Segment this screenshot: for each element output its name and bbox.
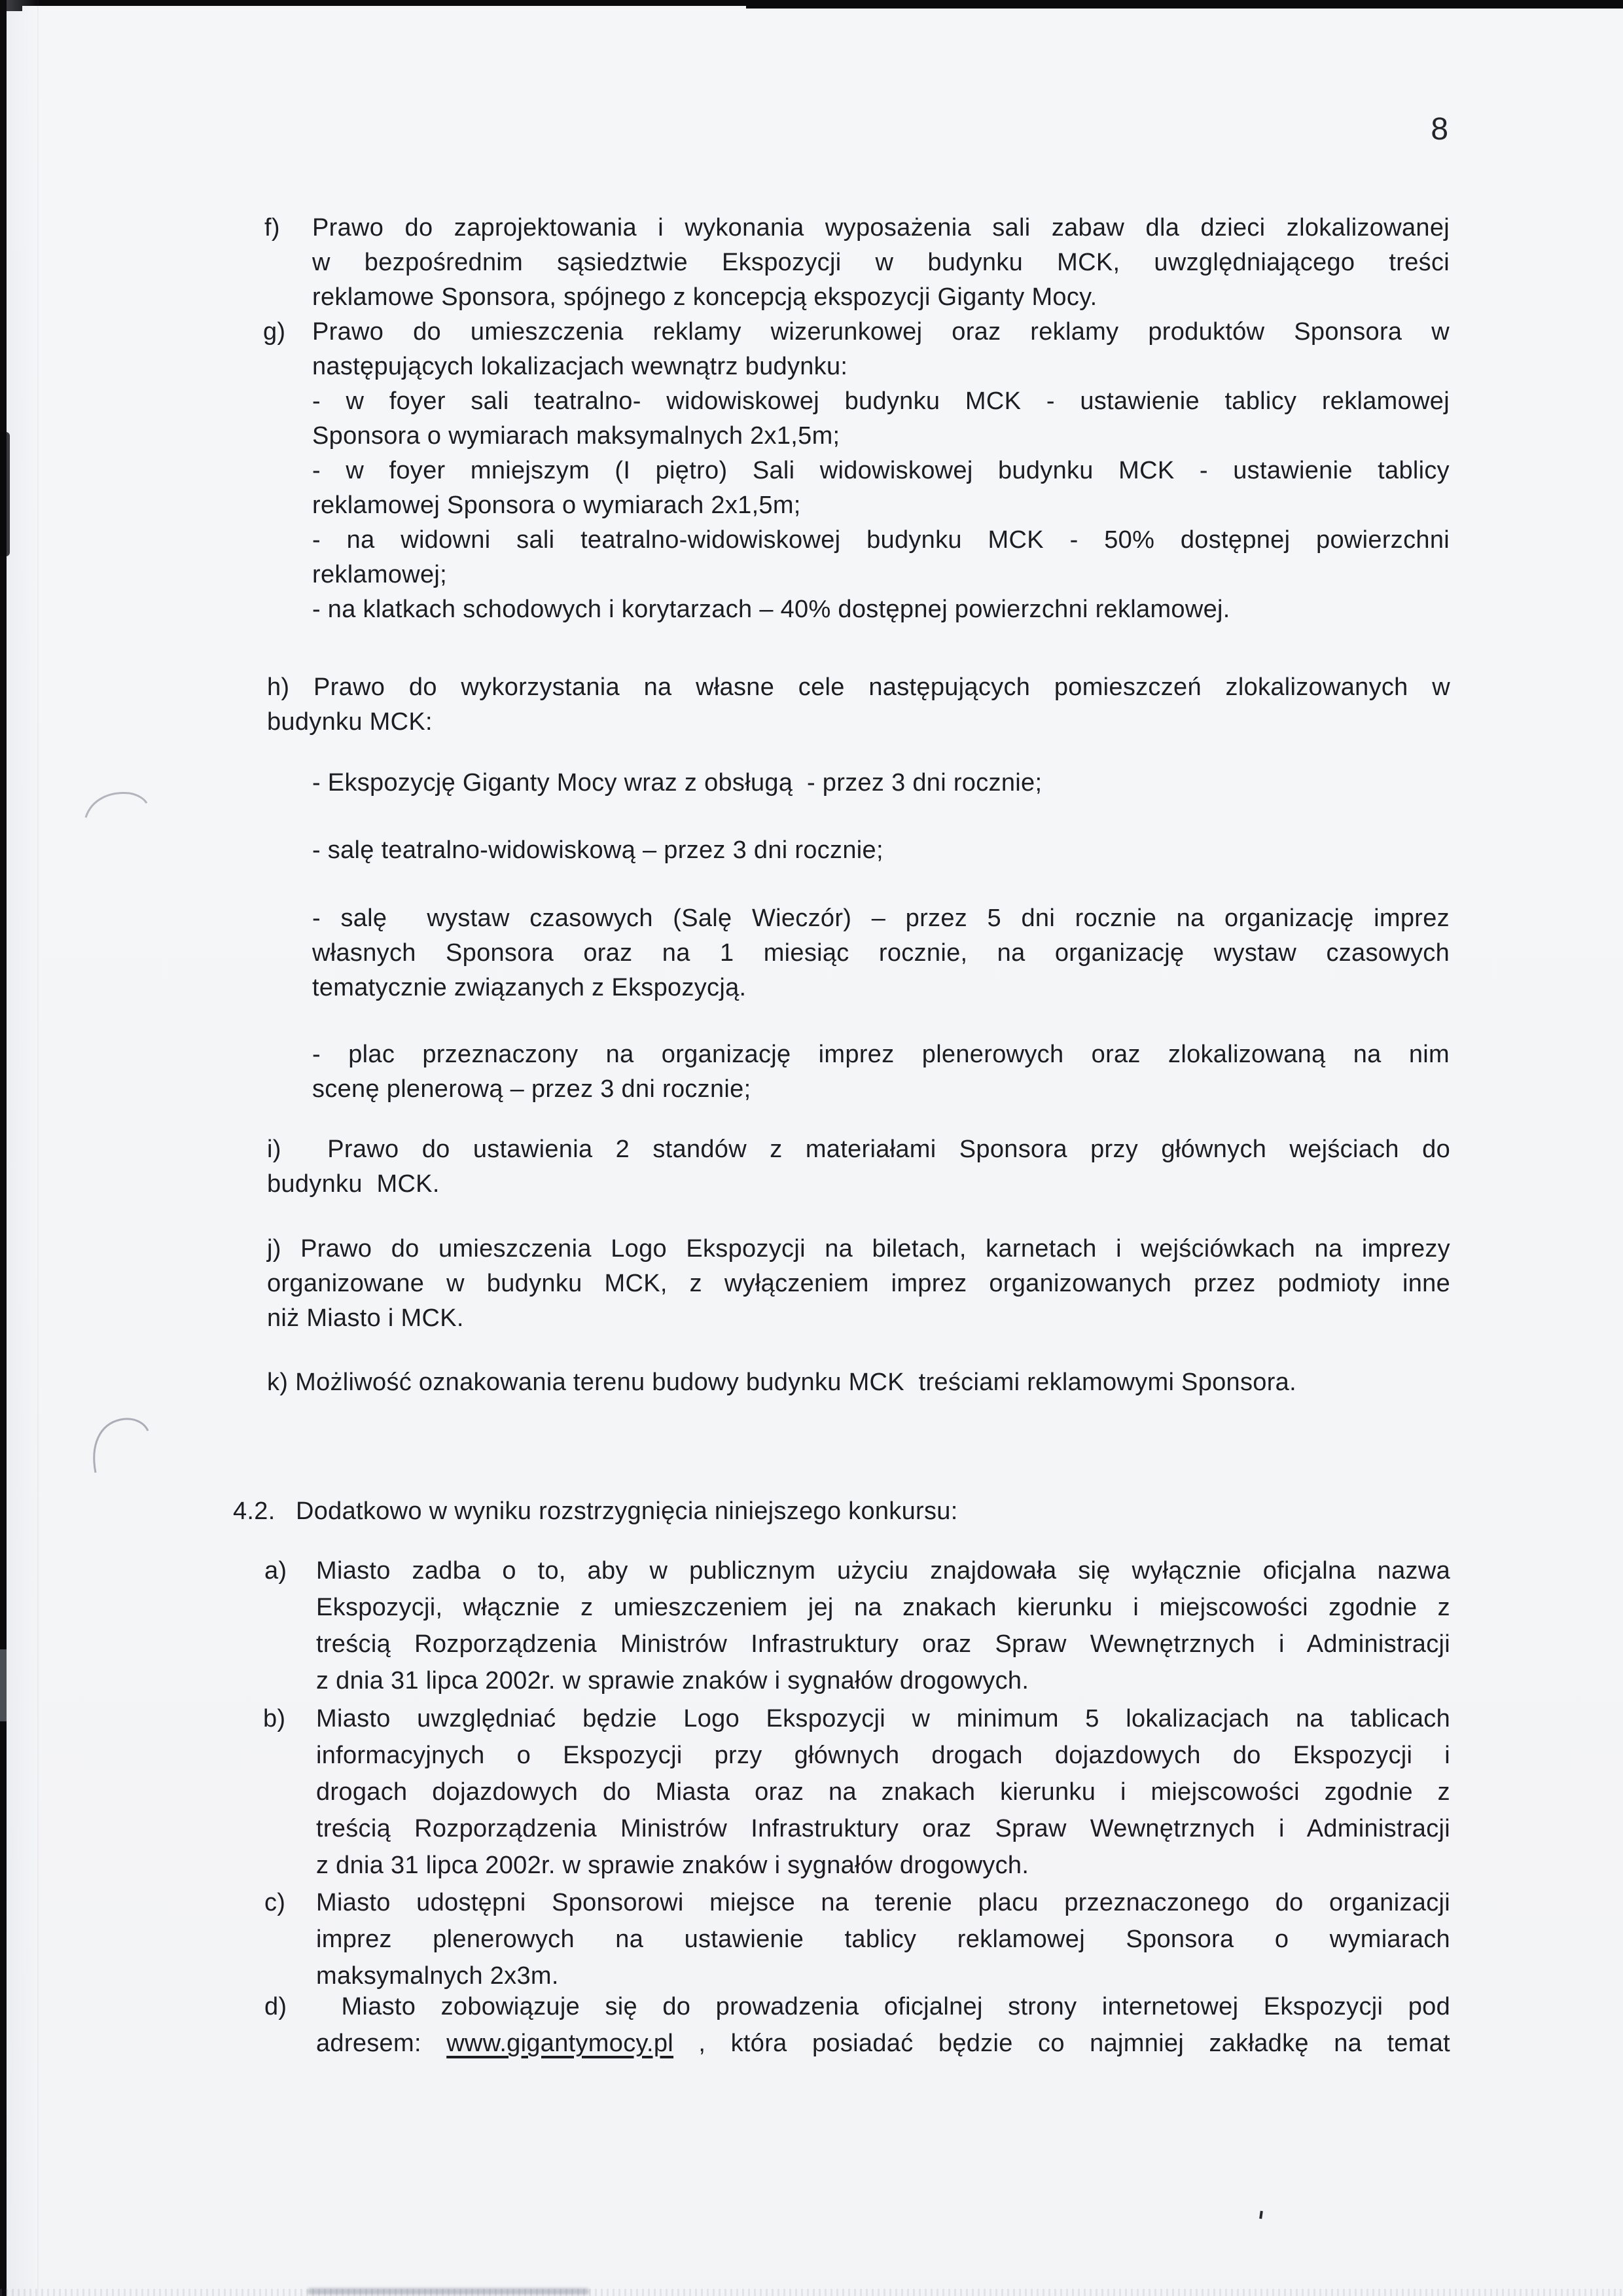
paragraph-item-c bbox=[316, 1884, 1450, 1994]
paragraph-item-f bbox=[312, 211, 1450, 315]
paragraph-item-k bbox=[267, 1365, 1450, 1400]
text-line: Prawo do umieszczenia reklamy wizerunkowej oraz reklamy produktów Sponsora w bbox=[312, 318, 1450, 346]
text-line: - w foyer sali teatralno- widowiskowej budynku MCK - ustawienie tablicy reklamowej bbox=[312, 387, 1450, 415]
scan-edge-left bbox=[0, 0, 7, 2296]
text-line: z dnia 31 lipca 2002r. w sprawie znaków i sygnałów drogowych. bbox=[316, 1667, 1029, 1695]
text-line: - salę wystaw czasowych (Salę Wieczór) – przez 5 dni rocznie na organizację imprez bbox=[312, 905, 1450, 932]
text-line: Miasto zobowiązuje się do prowadzenia oficjalnej strony internetowej Ekspozycji pod bbox=[316, 1993, 1450, 2020]
text-line: budynku MCK: bbox=[267, 708, 433, 736]
text-line: Sponsora o wymiarach maksymalnych 2x1,5m; bbox=[312, 422, 840, 450]
paragraph-h-sub3 bbox=[312, 901, 1450, 1005]
item-label-b: b) bbox=[263, 1705, 286, 1732]
text-line: - na klatkach schodowych i korytarzach – 40% dostępnej powierzchni reklamowej. bbox=[312, 596, 1230, 623]
paragraph-item-d bbox=[316, 1988, 1450, 2062]
website-link[interactable]: www.gigantymocy.pl bbox=[446, 2030, 674, 2057]
text-line: - na widowni sali teatralno-widowiskowej budynku MCK - 50% dostępnej powierzchni bbox=[312, 526, 1450, 554]
text-line: k) Możliwość oznakowania terenu budowy budynku MCK treściami reklamowymi Sponsora. bbox=[267, 1369, 1296, 1396]
text-line: maksymalnych 2x3m. bbox=[316, 1962, 559, 1990]
item-label-d: d) bbox=[264, 1993, 287, 2020]
text-line: następujących lokalizacjach wewnątrz budynku: bbox=[312, 353, 848, 380]
text-line: niż Miasto i MCK. bbox=[267, 1304, 464, 1332]
scan-pencil-arc-1 bbox=[82, 789, 151, 821]
text-line: Miasto uwzględniać będzie Logo Ekspozycji w minimum 5 lokalizacjach na tablicach bbox=[316, 1705, 1450, 1732]
scan-bottom-noise bbox=[0, 2289, 1623, 2296]
text-line: treścią Rozporządzenia Ministrów Infrastruktury oraz Spraw Wewnętrznych i Administracji bbox=[316, 1630, 1450, 1658]
scan-edge-left-light bbox=[0, 1649, 7, 1721]
text-line: - w foyer mniejszym (I piętro) Sali widowiskowej budynku MCK - ustawienie tablicy bbox=[312, 457, 1450, 484]
text-line: - salę teatralno-widowiskową – przez 3 dni rocznie; bbox=[312, 836, 883, 864]
text-line: reklamowej Sponsora o wymiarach 2x1,5m; bbox=[312, 492, 801, 519]
scan-bottom-smudge bbox=[308, 2288, 589, 2295]
text-line: i) Prawo do ustawienia 2 standów z materiałami Sponsora przy głównych wejściach do bbox=[267, 1136, 1450, 1163]
paragraph-item-j bbox=[267, 1232, 1450, 1336]
text-line: Prawo do zaprojektowania i wykonania wyposażenia sali zabaw dla dzieci zlokalizowanej bbox=[312, 214, 1450, 242]
paragraph-item-b bbox=[316, 1700, 1450, 1884]
paragraph-h-sub1 bbox=[312, 766, 1450, 800]
paragraph-item-i bbox=[267, 1132, 1450, 1202]
text-line: Dodatkowo w wyniku rozstrzygnięcia niniejszego konkursu: bbox=[296, 1498, 958, 1525]
page-number: 8 bbox=[1431, 112, 1449, 147]
scan-speck bbox=[1259, 2211, 1263, 2219]
text-line: budynku MCK. bbox=[267, 1170, 440, 1198]
text-line bbox=[316, 2025, 1450, 2062]
text-line: - plac przeznaczony na organizację imprez plenerowych oraz zlokalizowaną na nim bbox=[312, 1041, 1450, 1068]
paragraph-item-g bbox=[312, 315, 1450, 627]
paragraph-item-a bbox=[316, 1552, 1450, 1699]
item-label-g: g) bbox=[263, 318, 286, 346]
text-line: treścią Rozporządzenia Ministrów Infrastruktury oraz Spraw Wewnętrznych i Administracji bbox=[316, 1815, 1450, 1842]
address-prefix: adresem: bbox=[316, 2030, 447, 2057]
section-4-2-heading bbox=[296, 1494, 1450, 1529]
text-line: scenę plenerową – przez 3 dni rocznie; bbox=[312, 1075, 751, 1103]
item-label-f: f) bbox=[264, 214, 280, 242]
text-line: h) Prawo do wykorzystania na własne cele następujących pomieszczeń zlokalizowanych w bbox=[267, 673, 1450, 701]
text-line: Miasto zadba o to, aby w publicznym użyciu znajdowała się wyłącznie oficjalna nazwa bbox=[316, 1557, 1450, 1585]
scan-edge-top-right bbox=[746, 0, 1623, 9]
text-line: imprez plenerowych na ustawienie tablicy reklamowej Sponsora o wymiarach bbox=[316, 1926, 1450, 1953]
text-line: - Ekspozycję Giganty Mocy wraz z obsługą - przez 3 dni rocznie; bbox=[312, 769, 1043, 797]
scan-pencil-arc-2 bbox=[89, 1414, 154, 1476]
section-4-2-number: 4.2. bbox=[233, 1498, 276, 1525]
text-line: informacyjnych o Ekspozycji przy głównych drogach dojazdowych do Ekspozycji i bbox=[316, 1742, 1450, 1769]
text-line: Ekspozycji, włącznie z umieszczeniem jej na znakach kierunku i miejscowości zgodnie z bbox=[316, 1594, 1450, 1621]
text-line: własnych Sponsora oraz na 1 miesiąc rocznie, na organizację wystaw czasowych bbox=[312, 939, 1450, 967]
address-suffix: , która posiadać będzie co najmniej zakładkę na temat bbox=[673, 2030, 1450, 2057]
scan-fold-line bbox=[37, 0, 39, 2296]
item-label-a: a) bbox=[264, 1557, 287, 1585]
text-line: j) Prawo do umieszczenia Logo Ekspozycji na biletach, karnetach i wejściówkach na imprezy bbox=[267, 1235, 1450, 1263]
text-line: tematycznie związanych z Ekspozycją. bbox=[312, 974, 747, 1001]
text-line: drogach dojazdowych do Miasta oraz na znakach kierunku i miejscowości zgodnie z bbox=[316, 1778, 1450, 1806]
paragraph-h-sub2 bbox=[312, 833, 1450, 868]
paragraph-h-sub4 bbox=[312, 1037, 1450, 1107]
scan-left-strip bbox=[7, 0, 38, 2296]
text-line: organizowane w budynku MCK, z wyłączeniem imprez organizowanych przez podmioty inne bbox=[267, 1270, 1450, 1297]
text-line: w bezpośrednim sąsiedztwie Ekspozycji w budynku MCK, uwzględniającego treści bbox=[312, 249, 1450, 276]
text-line: reklamowej; bbox=[312, 561, 448, 588]
text-line: Miasto udostępni Sponsorowi miejsce na terenie placu przeznaczonego do organizacji bbox=[316, 1889, 1450, 1916]
text-line: reklamowe Sponsora, spójnego z koncepcją ekspozycji Giganty Mocy. bbox=[312, 283, 1097, 311]
paragraph-item-h bbox=[267, 670, 1450, 740]
text-line: z dnia 31 lipca 2002r. w sprawie znaków i sygnałów drogowych. bbox=[316, 1852, 1029, 1879]
item-label-c: c) bbox=[264, 1889, 286, 1916]
